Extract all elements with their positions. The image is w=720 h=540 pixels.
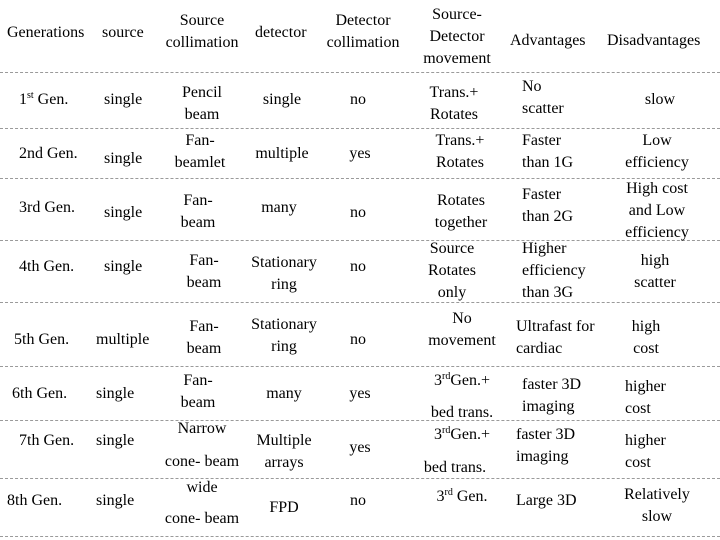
gen-label: 3rd Gen. bbox=[19, 199, 75, 216]
source-collimation-cell: wide cone- beam bbox=[164, 479, 240, 527]
source-cell: multiple bbox=[96, 331, 150, 348]
detector-collimation-cell: yes bbox=[349, 385, 371, 402]
detector-cell: single bbox=[262, 91, 302, 108]
source-cell: single bbox=[96, 432, 135, 449]
disadvantages-cell: higher cost bbox=[625, 432, 666, 471]
detector-cell: Multiple arrays bbox=[256, 432, 312, 471]
gen-label: 5th Gen. bbox=[14, 331, 70, 348]
movement-cell: 3rdGen.+ bbox=[433, 425, 491, 443]
gen-label: 2nd Gen. bbox=[19, 145, 78, 162]
detector-cell: many bbox=[261, 199, 297, 216]
detector-cell: FPD bbox=[269, 499, 299, 516]
advantages-cell: faster 3D imaging bbox=[516, 426, 576, 465]
source-collimation-cell: Fan- beam bbox=[180, 372, 216, 411]
source-collimation-cell: Pencil beam bbox=[182, 84, 222, 123]
advantages-cell: Large 3D bbox=[516, 492, 577, 509]
movement-cell: Source Rotates only bbox=[428, 240, 476, 301]
movement-cell-line2: bed trans. bbox=[423, 459, 487, 476]
detector-collimation-cell: no bbox=[350, 258, 366, 275]
disadvantages-cell: slow bbox=[644, 91, 676, 108]
advantages-cell: Ultrafast for cardiac bbox=[516, 318, 595, 357]
detector-collimation-cell: no bbox=[350, 331, 366, 348]
detector-collimation-cell: no bbox=[350, 492, 366, 509]
source-cell: single bbox=[96, 492, 135, 509]
header-disadvantages: Disadvantages bbox=[607, 32, 701, 49]
detector-cell: multiple bbox=[255, 145, 309, 162]
row-divider bbox=[0, 302, 720, 303]
source-cell: single bbox=[96, 385, 135, 402]
movement-cell: Trans.+ Rotates bbox=[435, 132, 485, 171]
source-cell: single bbox=[104, 204, 143, 221]
advantages-cell: faster 3D imaging bbox=[522, 376, 582, 415]
row-divider bbox=[0, 478, 720, 479]
source-cell: single bbox=[104, 150, 143, 167]
detector-cell: Stationary ring bbox=[251, 316, 317, 355]
header-detector: detector bbox=[255, 24, 307, 41]
row-divider bbox=[0, 420, 720, 421]
movement-cell: Rotates together bbox=[434, 192, 488, 231]
source-collimation-cell: Fan- beam bbox=[186, 252, 222, 291]
row-divider bbox=[0, 366, 720, 367]
header-source-detector-movement: Source- Detector movement bbox=[423, 6, 491, 67]
source-collimation-cell: Narrow cone- beam bbox=[164, 420, 240, 470]
gen-label: 6th Gen. bbox=[12, 385, 68, 402]
header-advantages: Advantages bbox=[510, 32, 586, 49]
source-collimation-cell: Fan- beam bbox=[180, 192, 216, 231]
advantages-cell: Faster than 1G bbox=[522, 132, 574, 171]
disadvantages-cell: higher cost bbox=[625, 378, 666, 417]
detector-collimation-cell: yes bbox=[349, 439, 371, 456]
header-detector-collimation: Detector collimation bbox=[326, 12, 400, 51]
gen-label: 1st Gen. bbox=[19, 90, 69, 108]
detector-collimation-cell: no bbox=[350, 204, 366, 221]
advantages-cell: Higher efficiency than 3G bbox=[522, 240, 586, 301]
row-divider bbox=[0, 72, 720, 73]
disadvantages-cell: Low efficiency bbox=[625, 132, 689, 171]
movement-cell: 3rd Gen. bbox=[436, 487, 488, 505]
movement-cell: 3rdGen.+ bbox=[433, 371, 491, 389]
row-divider bbox=[0, 128, 720, 129]
movement-cell: No movement bbox=[428, 310, 496, 349]
header-generations: Generations bbox=[7, 24, 85, 41]
source-cell: single bbox=[104, 91, 143, 108]
detector-cell: Stationary ring bbox=[251, 254, 317, 293]
disadvantages-cell: high cost bbox=[631, 318, 661, 357]
movement-cell: Trans.+ Rotates bbox=[429, 84, 479, 123]
gen-label: 7th Gen. bbox=[19, 432, 75, 449]
detector-collimation-cell: yes bbox=[349, 145, 371, 162]
detector-collimation-cell: no bbox=[350, 91, 366, 108]
disadvantages-cell: high scatter bbox=[634, 252, 676, 291]
header-source-collimation: Source collimation bbox=[165, 12, 239, 51]
gen-label: 4th Gen. bbox=[19, 258, 75, 275]
gen-label: 8th Gen. bbox=[7, 492, 63, 509]
source-collimation-cell: Fan- beamlet bbox=[174, 132, 226, 171]
source-cell: single bbox=[104, 258, 143, 275]
advantages-cell: No scatter bbox=[522, 78, 564, 117]
advantages-cell: Faster than 2G bbox=[522, 186, 574, 225]
source-collimation-cell: Fan- beam bbox=[186, 318, 222, 357]
row-divider bbox=[0, 536, 720, 537]
header-source: source bbox=[102, 24, 144, 41]
disadvantages-cell: High cost and Low efficiency bbox=[625, 180, 689, 241]
detector-cell: many bbox=[266, 385, 302, 402]
movement-cell-line2: bed trans. bbox=[430, 404, 494, 421]
disadvantages-cell: Relatively slow bbox=[624, 486, 690, 525]
